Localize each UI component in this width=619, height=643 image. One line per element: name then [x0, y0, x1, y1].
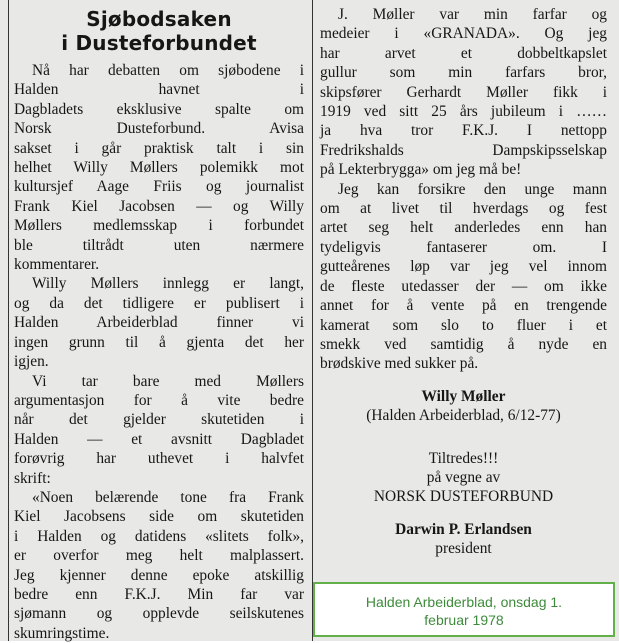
text-line: kommentarer.	[14, 256, 100, 274]
text-line: annet for å vente på en trengende	[320, 297, 607, 315]
signature-source: (Halden Arbeiderblad, 6/12-77)	[366, 407, 561, 425]
text-line: forøvrig har uthevet i halvfet	[14, 450, 304, 468]
text-line: Kiel Jacobsens side om skutetiden	[14, 508, 304, 526]
text-line: ingen grunn til å gjenta det her	[14, 333, 304, 351]
left-column	[14, 0, 304, 643]
endorsement-line-2: på vegne av	[426, 468, 501, 486]
text-line: kamerat som slo to fluer i et	[320, 316, 607, 334]
text-line: ble tiltrådt uten nærmere	[14, 236, 304, 254]
text-line: og da det tidligere er publisert i	[14, 294, 304, 312]
right-paragraph	[320, 5, 607, 180]
column-divider-rule	[312, 0, 313, 641]
text-line: kultursjef Aage Friis og journalist	[14, 178, 304, 196]
signature-name: Willy Møller	[421, 387, 506, 405]
text-line: tydeligvis fantaserer om. I	[320, 238, 607, 256]
text-line: ja hva tror F.K.J. I nettopp	[320, 122, 607, 140]
article-headline	[14, 7, 304, 55]
text-line: skipsfører Gerhardt Møller fikk i	[320, 83, 607, 101]
source-caption	[313, 582, 615, 637]
text-line: er overfor meg helt malplassert.	[14, 547, 304, 565]
text-line: argumentasjon for å vite bedre	[14, 391, 304, 409]
text-line: Halden havnet i	[14, 81, 304, 99]
text-line: igjen.	[14, 353, 49, 371]
headline-line-2: i Dusteforbundet	[61, 31, 257, 55]
text-line: har arvet et dobbeltkapslet	[320, 44, 607, 62]
right-paragraph	[320, 180, 607, 374]
right-column	[320, 0, 607, 559]
text-line: Norsk Dusteforbund. Avisa	[14, 120, 304, 138]
text-line: Frank Kiel Jacobsen — og Willy	[14, 197, 304, 215]
signature-block	[320, 387, 607, 559]
right-body-text	[320, 5, 607, 374]
text-line: gutteårenes løp var jeg vel innom	[320, 258, 607, 276]
caption-line-2: februar 1978	[424, 612, 504, 628]
endorsement-title: president	[435, 540, 492, 558]
text-line: smekk ved samtidig å nyde en	[320, 335, 607, 353]
text-line: 1919 ved sitt 25 års jubileum i ……	[320, 103, 607, 121]
endorsement-signer: Darwin P. Erlandsen	[395, 520, 532, 538]
headline-line-1: Sjøbodsaken	[86, 7, 232, 31]
endorsement-org: NORSK DUSTEFORBUND	[373, 488, 554, 506]
text-line: de fleste utedasser der — om ikke	[320, 277, 607, 295]
text-line: Willy Møllers innlegg er langt,	[32, 275, 304, 293]
text-line: sjømann og opplevde seilskutenes	[14, 605, 304, 623]
text-line: skrift:	[14, 469, 51, 487]
text-line: medeier i «GRANADA». Og jeg	[320, 25, 607, 43]
text-line: skumringstime.	[14, 624, 110, 642]
text-line: Nå har debatten om sjøbodene i	[32, 62, 304, 79]
text-line: Halden Arbeiderblad finner vi	[14, 314, 304, 332]
text-line: artet seg helt anderledes enn han	[320, 219, 607, 237]
text-line: brødskive med sukker på.	[320, 355, 479, 373]
text-line: Halden — et avsnitt Dagbladet	[14, 430, 304, 448]
text-line: J. Møller var min farfar og	[338, 6, 607, 23]
text-line: når det gjelder skutetiden i	[14, 411, 304, 429]
text-line: Jeg kjenner denne epoke atskillig	[14, 566, 304, 584]
text-line: «Noen belærende tone fra Frank	[32, 488, 304, 506]
text-line: Møllers medlemsskap i forbundet	[14, 217, 304, 235]
left-paragraph	[14, 274, 304, 371]
left-body-text	[14, 61, 304, 643]
text-line: Dagbladets eksklusive spalte om	[14, 100, 304, 118]
text-line: bedre enn F.K.J. Min far var	[14, 585, 304, 603]
left-paragraph	[14, 372, 304, 488]
text-line: sakset i går praktisk talt i sin	[14, 139, 304, 157]
text-line: om at livet til hverdags og fest	[320, 200, 607, 218]
text-line: på Lekterbrygga» om jeg må be!	[320, 161, 522, 179]
endorsement-line-1: Tiltredes!!!	[428, 449, 499, 467]
text-line: Jeg kan forsikre den unge mann	[338, 180, 607, 198]
left-column-rule	[8, 0, 9, 641]
text-line: Vi tar bare med Møllers	[32, 372, 304, 390]
left-paragraph	[14, 488, 304, 643]
text-line: i Halden og datidens «slitets folk»,	[14, 527, 304, 545]
text-line: helhet Willy Møllers polemikk mot	[14, 159, 304, 177]
left-paragraph	[14, 61, 304, 274]
caption-line-1: Halden Arbeiderblad, onsdag 1.	[365, 594, 563, 610]
text-line: gullur som min farfars bror,	[320, 64, 607, 82]
text-line: Fredrikshalds Dampskipsselskap	[320, 141, 607, 159]
